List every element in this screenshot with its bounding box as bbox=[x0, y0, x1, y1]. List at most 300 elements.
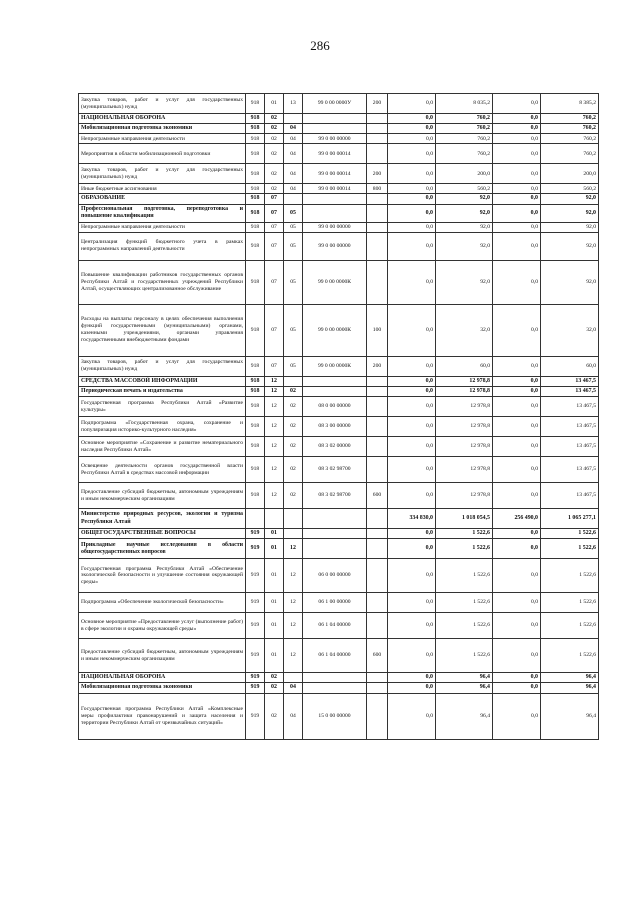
code-subsection bbox=[284, 509, 303, 529]
amount-2: 12 978,8 bbox=[436, 397, 493, 417]
amount-3: 0,0 bbox=[493, 232, 541, 260]
amount-4: 13 467,5 bbox=[541, 437, 599, 457]
code-subsection: 12 bbox=[284, 613, 303, 639]
code-grbs: 918 bbox=[246, 457, 265, 483]
amount-3: 0,0 bbox=[493, 457, 541, 483]
code-grbs: 919 bbox=[246, 673, 265, 683]
code-grbs: 918 bbox=[246, 134, 265, 144]
amount-3: 0,0 bbox=[493, 386, 541, 396]
amount-3: 0,0 bbox=[493, 222, 541, 232]
table-row bbox=[79, 114, 599, 124]
amount-2: 12 978,8 bbox=[436, 417, 493, 437]
row-name: Министерство природных ресурсов, экологии и туризма Республики Алтай bbox=[79, 509, 246, 529]
code-section: 07 bbox=[265, 356, 284, 376]
amount-2: 96,4 bbox=[436, 683, 493, 693]
table-row bbox=[79, 356, 599, 376]
amount-3: 0,0 bbox=[493, 483, 541, 509]
amount-3: 0,0 bbox=[493, 134, 541, 144]
amount-1: 0,0 bbox=[388, 457, 436, 483]
amount-2: 1 522,6 bbox=[436, 593, 493, 613]
amount-4: 96,4 bbox=[541, 673, 599, 683]
code-expense-type: 100 bbox=[367, 304, 388, 356]
table-row bbox=[79, 94, 599, 114]
amount-2: 12 978,8 bbox=[436, 376, 493, 386]
code-expense-type: 200 bbox=[367, 356, 388, 376]
code-subsection: 05 bbox=[284, 232, 303, 260]
code-section: 02 bbox=[265, 124, 284, 134]
code-expense-type bbox=[367, 376, 388, 386]
code-expense-type bbox=[367, 457, 388, 483]
code-expense-type bbox=[367, 683, 388, 693]
amount-1: 0,0 bbox=[388, 134, 436, 144]
code-expense-type bbox=[367, 529, 388, 539]
table-row bbox=[79, 376, 599, 386]
code-expense-type: 200 bbox=[367, 164, 388, 184]
amount-4: 13 467,5 bbox=[541, 417, 599, 437]
code-section: 12 bbox=[265, 376, 284, 386]
code-grbs: 919 bbox=[246, 529, 265, 539]
code-section: 12 bbox=[265, 457, 284, 483]
amount-3: 0,0 bbox=[493, 304, 541, 356]
code-target-article bbox=[303, 194, 367, 204]
amount-1: 0,0 bbox=[388, 184, 436, 194]
code-target-article: 99 0 00 00014 bbox=[303, 184, 367, 194]
amount-3: 0,0 bbox=[493, 356, 541, 376]
amount-1: 0,0 bbox=[388, 376, 436, 386]
code-expense-type bbox=[367, 593, 388, 613]
amount-1: 0,0 bbox=[388, 417, 436, 437]
code-grbs: 918 bbox=[246, 94, 265, 114]
code-section: 07 bbox=[265, 304, 284, 356]
code-grbs: 919 bbox=[246, 593, 265, 613]
row-name: Иные бюджетные ассигнования bbox=[79, 184, 246, 194]
code-section: 02 bbox=[265, 134, 284, 144]
amount-2: 560,2 bbox=[436, 184, 493, 194]
amount-4: 1 522,6 bbox=[541, 539, 599, 559]
amount-3: 0,0 bbox=[493, 559, 541, 593]
amount-1: 0,0 bbox=[388, 613, 436, 639]
amount-4: 96,4 bbox=[541, 693, 599, 739]
code-subsection: 02 bbox=[284, 386, 303, 396]
row-name: Закупка товаров, работ и услуг для государственных (муниципальных) нужд bbox=[79, 164, 246, 184]
code-grbs: 919 bbox=[246, 613, 265, 639]
row-name: Основное мероприятие «Сохранение и развитие нематериального наследия Республики Алтай» bbox=[79, 437, 246, 457]
amount-1: 0,0 bbox=[388, 386, 436, 396]
row-name: НАЦИОНАЛЬНАЯ ОБОРОНА bbox=[79, 673, 246, 683]
code-grbs: 918 bbox=[246, 184, 265, 194]
table-row bbox=[79, 124, 599, 134]
row-name: НАЦИОНАЛЬНАЯ ОБОРОНА bbox=[79, 114, 246, 124]
amount-4: 1 522,6 bbox=[541, 639, 599, 673]
amount-4: 760,2 bbox=[541, 124, 599, 134]
amount-1: 0,0 bbox=[388, 356, 436, 376]
amount-3: 0,0 bbox=[493, 593, 541, 613]
amount-1: 0,0 bbox=[388, 164, 436, 184]
amount-2: 1 522,6 bbox=[436, 539, 493, 559]
amount-4: 200,0 bbox=[541, 164, 599, 184]
amount-4: 96,4 bbox=[541, 683, 599, 693]
code-grbs: 918 bbox=[246, 386, 265, 396]
amount-4: 760,2 bbox=[541, 134, 599, 144]
code-subsection: 12 bbox=[284, 593, 303, 613]
code-subsection: 02 bbox=[284, 417, 303, 437]
amount-2: 12 978,8 bbox=[436, 483, 493, 509]
table-row bbox=[79, 509, 599, 529]
row-name: Расходы на выплаты персоналу в целях обеспечения выполнения функций государственными (муниципальными) органами, казенными учреждениями, органами управления государственными внебюджетными фондами bbox=[79, 304, 246, 356]
code-expense-type bbox=[367, 386, 388, 396]
row-name: Государственная программа Республики Алтай «Развитие культуры» bbox=[79, 397, 246, 417]
amount-3: 0,0 bbox=[493, 397, 541, 417]
code-target-article bbox=[303, 539, 367, 559]
amount-3: 0,0 bbox=[493, 417, 541, 437]
code-target-article: 99 0 00 0000У bbox=[303, 94, 367, 114]
row-name: Прикладные научные исследования в области общегосударственных вопросов bbox=[79, 539, 246, 559]
row-name: ОБРАЗОВАНИЕ bbox=[79, 194, 246, 204]
amount-4: 13 467,5 bbox=[541, 397, 599, 417]
table-row bbox=[79, 260, 599, 304]
code-section: 01 bbox=[265, 539, 284, 559]
amount-1: 0,0 bbox=[388, 529, 436, 539]
code-section: 12 bbox=[265, 483, 284, 509]
row-name: Мероприятия в области мобилизационной подготовки bbox=[79, 144, 246, 164]
code-grbs: 918 bbox=[246, 376, 265, 386]
row-name: Непрограммные направления деятельности bbox=[79, 134, 246, 144]
code-section: 07 bbox=[265, 194, 284, 204]
code-target-article bbox=[303, 386, 367, 396]
amount-2: 12 978,8 bbox=[436, 437, 493, 457]
code-grbs: 918 bbox=[246, 397, 265, 417]
amount-2: 200,0 bbox=[436, 164, 493, 184]
code-grbs bbox=[246, 509, 265, 529]
code-expense-type: 800 bbox=[367, 184, 388, 194]
code-expense-type bbox=[367, 673, 388, 683]
amount-3: 0,0 bbox=[493, 114, 541, 124]
code-section: 02 bbox=[265, 693, 284, 739]
amount-4: 13 467,5 bbox=[541, 457, 599, 483]
amount-3: 0,0 bbox=[493, 639, 541, 673]
code-grbs: 919 bbox=[246, 693, 265, 739]
amount-3: 0,0 bbox=[493, 539, 541, 559]
amount-1: 0,0 bbox=[388, 204, 436, 222]
row-name: Повышение квалификации работников государственных органов Республики Алтай и государственных учреждений Республики Алтай, осуществляющих централизованное обслуживание bbox=[79, 260, 246, 304]
amount-4: 13 467,5 bbox=[541, 483, 599, 509]
table-row bbox=[79, 457, 599, 483]
code-target-article: 08 0 00 00000 bbox=[303, 397, 367, 417]
code-target-article bbox=[303, 124, 367, 134]
code-section: 02 bbox=[265, 683, 284, 693]
amount-1: 0,0 bbox=[388, 194, 436, 204]
row-name: Государственная программа Республики Алтай «Обеспечение экологической безопасности и улучшение состояния окружающей среды» bbox=[79, 559, 246, 593]
amount-2: 760,2 bbox=[436, 134, 493, 144]
code-section: 12 bbox=[265, 386, 284, 396]
code-target-article: 99 0 00 00000 bbox=[303, 222, 367, 232]
table-row bbox=[79, 194, 599, 204]
code-target-article: 99 0 00 0000К bbox=[303, 304, 367, 356]
code-section bbox=[265, 509, 284, 529]
row-name: ОБЩЕГОСУДАРСТВЕННЫЕ ВОПРОСЫ bbox=[79, 529, 246, 539]
amount-2: 1 522,6 bbox=[436, 559, 493, 593]
code-expense-type bbox=[367, 204, 388, 222]
amount-3: 0,0 bbox=[493, 683, 541, 693]
row-name: Предоставление субсидий бюджетным, автономным учреждениям и иным некоммерческим организациям bbox=[79, 483, 246, 509]
row-name: Основное мероприятие «Предоставление услуг (выполнение работ) в сфере экологии и охраны окружающей среды» bbox=[79, 613, 246, 639]
code-grbs: 918 bbox=[246, 114, 265, 124]
code-target-article bbox=[303, 204, 367, 222]
code-expense-type bbox=[367, 260, 388, 304]
amount-3: 0,0 bbox=[493, 437, 541, 457]
amount-4: 32,0 bbox=[541, 304, 599, 356]
amount-2: 12 978,8 bbox=[436, 386, 493, 396]
code-expense-type bbox=[367, 417, 388, 437]
code-grbs: 918 bbox=[246, 417, 265, 437]
code-subsection bbox=[284, 376, 303, 386]
code-section: 01 bbox=[265, 529, 284, 539]
code-grbs: 918 bbox=[246, 356, 265, 376]
code-subsection bbox=[284, 673, 303, 683]
code-section: 02 bbox=[265, 144, 284, 164]
code-subsection: 04 bbox=[284, 184, 303, 194]
amount-1: 0,0 bbox=[388, 593, 436, 613]
amount-3: 0,0 bbox=[493, 94, 541, 114]
code-expense-type: 600 bbox=[367, 639, 388, 673]
code-expense-type bbox=[367, 222, 388, 232]
code-expense-type bbox=[367, 397, 388, 417]
row-name: Мобилизационная подготовка экономики bbox=[79, 683, 246, 693]
amount-2: 760,2 bbox=[436, 144, 493, 164]
table-row bbox=[79, 304, 599, 356]
code-subsection: 02 bbox=[284, 457, 303, 483]
code-subsection: 13 bbox=[284, 94, 303, 114]
code-target-article: 15 0 00 00000 bbox=[303, 693, 367, 739]
code-target-article: 08 3 02 00000 bbox=[303, 437, 367, 457]
amount-3: 256 490,0 bbox=[493, 509, 541, 529]
code-target-article: 99 0 00 00000 bbox=[303, 232, 367, 260]
code-subsection: 04 bbox=[284, 124, 303, 134]
budget-table bbox=[78, 93, 599, 740]
table-row bbox=[79, 559, 599, 593]
code-section: 02 bbox=[265, 184, 284, 194]
code-subsection: 02 bbox=[284, 397, 303, 417]
amount-1: 0,0 bbox=[388, 232, 436, 260]
amount-1: 0,0 bbox=[388, 114, 436, 124]
amount-4: 13 467,5 bbox=[541, 376, 599, 386]
code-target-article: 08 3 02 98700 bbox=[303, 457, 367, 483]
code-grbs: 918 bbox=[246, 204, 265, 222]
code-target-article: 06 1 00 00000 bbox=[303, 593, 367, 613]
amount-3: 0,0 bbox=[493, 693, 541, 739]
amount-3: 0,0 bbox=[493, 204, 541, 222]
table-row bbox=[79, 164, 599, 184]
table-row bbox=[79, 222, 599, 232]
code-expense-type bbox=[367, 613, 388, 639]
code-grbs: 919 bbox=[246, 683, 265, 693]
code-subsection: 12 bbox=[284, 539, 303, 559]
code-target-article bbox=[303, 509, 367, 529]
code-grbs: 918 bbox=[246, 144, 265, 164]
code-expense-type bbox=[367, 539, 388, 559]
table-row bbox=[79, 134, 599, 144]
amount-2: 92,0 bbox=[436, 260, 493, 304]
row-name: Предоставление субсидий бюджетным, автономным учреждениям и иным некоммерческим организациям bbox=[79, 639, 246, 673]
amount-1: 0,0 bbox=[388, 483, 436, 509]
amount-3: 0,0 bbox=[493, 124, 541, 134]
amount-1: 0,0 bbox=[388, 559, 436, 593]
amount-3: 0,0 bbox=[493, 260, 541, 304]
amount-2: 12 978,8 bbox=[436, 457, 493, 483]
amount-3: 0,0 bbox=[493, 184, 541, 194]
amount-3: 0,0 bbox=[493, 529, 541, 539]
table-row bbox=[79, 639, 599, 673]
code-section: 12 bbox=[265, 417, 284, 437]
row-name: Подпрограмма «Государственная охрана, сохранение и популяризация историко-культурного наследия» bbox=[79, 417, 246, 437]
code-grbs: 918 bbox=[246, 437, 265, 457]
code-target-article: 99 0 00 00014 bbox=[303, 144, 367, 164]
code-target-article: 99 0 00 00000 bbox=[303, 134, 367, 144]
amount-3: 0,0 bbox=[493, 194, 541, 204]
table-row bbox=[79, 184, 599, 194]
code-subsection: 04 bbox=[284, 134, 303, 144]
row-name: Закупка товаров, работ и услуг для государственных (муниципальных) нужд bbox=[79, 356, 246, 376]
amount-2: 760,2 bbox=[436, 124, 493, 134]
code-grbs: 918 bbox=[246, 194, 265, 204]
row-name: Освещение деятельности органов государственной власти Республики Алтай в средствах массовой информации bbox=[79, 457, 246, 483]
amount-1: 0,0 bbox=[388, 683, 436, 693]
amount-2: 96,4 bbox=[436, 693, 493, 739]
amount-3: 0,0 bbox=[493, 144, 541, 164]
amount-3: 0,0 bbox=[493, 164, 541, 184]
table-row bbox=[79, 437, 599, 457]
amount-4: 92,0 bbox=[541, 232, 599, 260]
code-target-article: 06 0 00 00000 bbox=[303, 559, 367, 593]
amount-4: 1 522,6 bbox=[541, 593, 599, 613]
amount-4: 92,0 bbox=[541, 194, 599, 204]
row-name: Централизация функций бюджетного учета в рамках непрограммных направлений деятельности bbox=[79, 232, 246, 260]
code-section: 07 bbox=[265, 222, 284, 232]
row-name: Мобилизационная подготовка экономики bbox=[79, 124, 246, 134]
amount-2: 92,0 bbox=[436, 222, 493, 232]
table-row bbox=[79, 529, 599, 539]
code-subsection: 04 bbox=[284, 144, 303, 164]
code-target-article bbox=[303, 376, 367, 386]
code-expense-type bbox=[367, 124, 388, 134]
code-subsection: 02 bbox=[284, 483, 303, 509]
code-section: 07 bbox=[265, 204, 284, 222]
amount-3: 0,0 bbox=[493, 673, 541, 683]
table-row bbox=[79, 144, 599, 164]
code-grbs: 918 bbox=[246, 483, 265, 509]
amount-1: 0,0 bbox=[388, 437, 436, 457]
code-target-article: 99 0 00 00014 bbox=[303, 164, 367, 184]
code-subsection: 05 bbox=[284, 204, 303, 222]
code-grbs: 918 bbox=[246, 222, 265, 232]
code-section: 07 bbox=[265, 232, 284, 260]
amount-4: 92,0 bbox=[541, 222, 599, 232]
amount-2: 1 522,6 bbox=[436, 529, 493, 539]
amount-4: 560,2 bbox=[541, 184, 599, 194]
code-target-article: 08 3 00 00000 bbox=[303, 417, 367, 437]
row-name: Профессиональная подготовка, переподготовка и повышение квалификации bbox=[79, 204, 246, 222]
row-name: Государственная программа Республики Алтай «Комплексные меры профилактики правонарушений и защита населения и территории Республики Алтай от чрезвычайных ситуаций» bbox=[79, 693, 246, 739]
amount-4: 92,0 bbox=[541, 260, 599, 304]
amount-4: 1 522,6 bbox=[541, 559, 599, 593]
row-name: Периодическая печать и издательства bbox=[79, 386, 246, 396]
code-subsection bbox=[284, 114, 303, 124]
code-grbs: 919 bbox=[246, 559, 265, 593]
amount-1: 0,0 bbox=[388, 260, 436, 304]
code-subsection: 05 bbox=[284, 356, 303, 376]
table-row bbox=[79, 386, 599, 396]
table-row bbox=[79, 483, 599, 509]
code-subsection: 04 bbox=[284, 693, 303, 739]
table-row bbox=[79, 204, 599, 222]
amount-4: 760,2 bbox=[541, 114, 599, 124]
code-subsection: 05 bbox=[284, 260, 303, 304]
code-grbs: 919 bbox=[246, 539, 265, 559]
amount-2: 1 522,6 bbox=[436, 639, 493, 673]
amount-4: 8 385,2 bbox=[541, 94, 599, 114]
amount-2: 1 522,6 bbox=[436, 613, 493, 639]
code-section: 01 bbox=[265, 639, 284, 673]
table-row bbox=[79, 613, 599, 639]
amount-3: 0,0 bbox=[493, 376, 541, 386]
row-name: Непрограммные направления деятельности bbox=[79, 222, 246, 232]
code-expense-type bbox=[367, 693, 388, 739]
code-expense-type: 200 bbox=[367, 94, 388, 114]
row-name: СРЕДСТВА МАССОВОЙ ИНФОРМАЦИИ bbox=[79, 376, 246, 386]
amount-4: 1 065 277,1 bbox=[541, 509, 599, 529]
code-expense-type bbox=[367, 559, 388, 593]
code-section: 12 bbox=[265, 397, 284, 417]
amount-2: 760,2 bbox=[436, 114, 493, 124]
amount-1: 334 830,0 bbox=[388, 509, 436, 529]
code-section: 12 bbox=[265, 437, 284, 457]
code-grbs: 918 bbox=[246, 232, 265, 260]
table-row bbox=[79, 397, 599, 417]
amount-2: 60,0 bbox=[436, 356, 493, 376]
amount-1: 0,0 bbox=[388, 222, 436, 232]
row-name: Подпрограмма «Обеспечение экологической безопасности» bbox=[79, 593, 246, 613]
code-section: 02 bbox=[265, 114, 284, 124]
code-section: 02 bbox=[265, 164, 284, 184]
amount-4: 60,0 bbox=[541, 356, 599, 376]
code-target-article: 06 1 04 00000 bbox=[303, 613, 367, 639]
code-target-article bbox=[303, 673, 367, 683]
code-section: 01 bbox=[265, 593, 284, 613]
table-row bbox=[79, 693, 599, 739]
amount-1: 0,0 bbox=[388, 304, 436, 356]
amount-2: 32,0 bbox=[436, 304, 493, 356]
amount-4: 760,2 bbox=[541, 144, 599, 164]
amount-2: 92,0 bbox=[436, 204, 493, 222]
code-expense-type bbox=[367, 134, 388, 144]
code-subsection bbox=[284, 529, 303, 539]
row-name: Закупка товаров, работ и услуг для государственных (муниципальных) нужд bbox=[79, 94, 246, 114]
code-section: 01 bbox=[265, 613, 284, 639]
code-subsection: 04 bbox=[284, 164, 303, 184]
code-subsection: 12 bbox=[284, 639, 303, 673]
amount-2: 92,0 bbox=[436, 194, 493, 204]
code-expense-type bbox=[367, 114, 388, 124]
table-row bbox=[79, 593, 599, 613]
code-target-article bbox=[303, 529, 367, 539]
code-section: 01 bbox=[265, 559, 284, 593]
amount-1: 0,0 bbox=[388, 124, 436, 134]
code-subsection: 04 bbox=[284, 683, 303, 693]
amount-1: 0,0 bbox=[388, 639, 436, 673]
page-number: 286 bbox=[310, 38, 330, 53]
amount-4: 92,0 bbox=[541, 204, 599, 222]
amount-1: 0,0 bbox=[388, 144, 436, 164]
